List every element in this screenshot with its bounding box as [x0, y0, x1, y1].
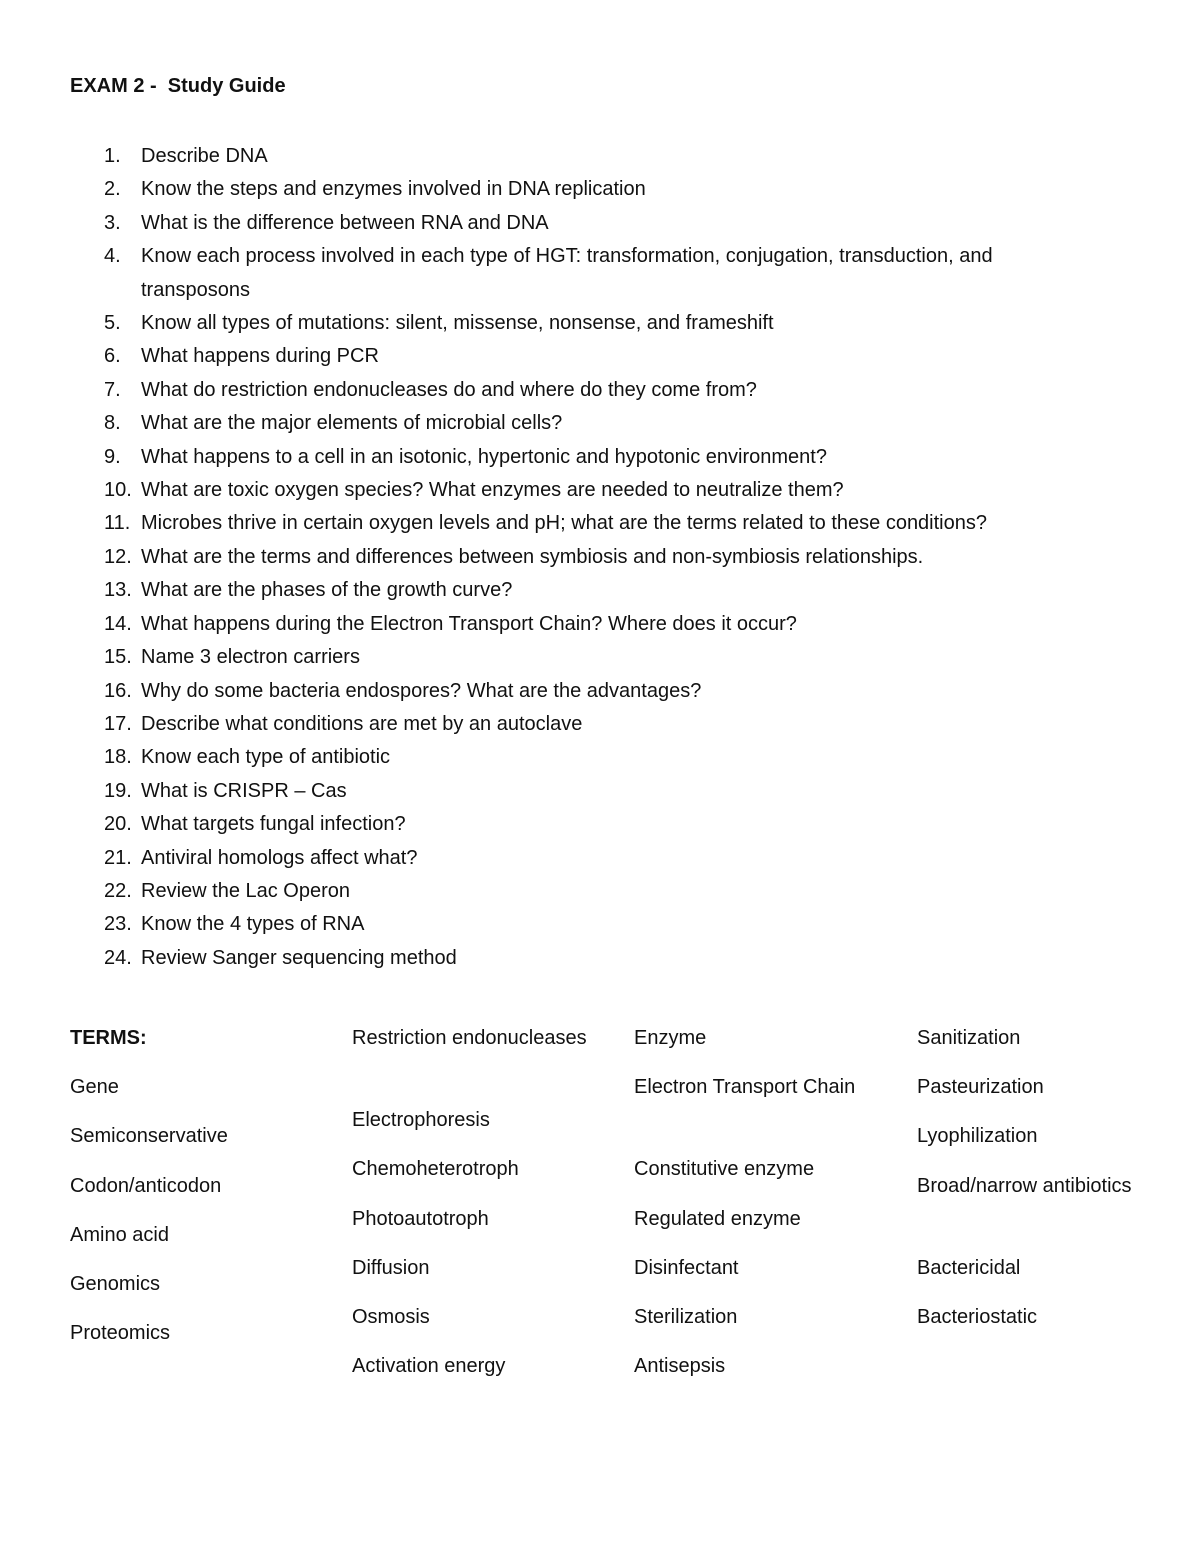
term-item: Bacteriostatic — [917, 1305, 1038, 1328]
question-number: 16. — [104, 679, 132, 702]
question-item — [0, 507, 1021, 540]
question-list — [0, 140, 1200, 975]
term-item: Enzyme — [634, 1027, 707, 1049]
term-item: Sanitization — [917, 1027, 1021, 1049]
question-item — [0, 407, 1021, 440]
term-item: Semiconservative — [70, 1125, 228, 1148]
question-number: 14. — [104, 612, 132, 635]
question-text: Know each process involved in each type of HGT: transformation, conjugation, transduction, and transposons — [141, 245, 993, 301]
question-item — [0, 173, 1021, 206]
question-item — [0, 574, 1021, 607]
question-number: 23. — [104, 913, 132, 936]
question-text: What is the difference between RNA and DNA — [141, 211, 549, 234]
question-text: Know each type of antibiotic — [141, 746, 391, 769]
question-text: Describe DNA — [141, 145, 268, 167]
term-item: Amino acid — [70, 1223, 169, 1246]
question-number: 10. — [104, 479, 132, 502]
question-number: 19. — [104, 779, 132, 802]
question-item — [0, 340, 1021, 373]
question-item — [0, 741, 1021, 774]
question-number: 20. — [104, 813, 132, 836]
question-text: What are the major elements of microbial cells? — [141, 412, 563, 435]
page-title: EXAM 2 - Study Guide — [70, 75, 286, 97]
question-item — [0, 140, 1021, 173]
question-text: Name 3 electron carriers — [141, 646, 360, 669]
term-item: Codon/anticodon — [70, 1174, 222, 1197]
question-text: What are the terms and differences between symbiosis and non-symbiosis relationships. — [141, 545, 924, 568]
question-text: What is CRISPR – Cas — [141, 779, 347, 802]
question-number: 7. — [104, 378, 121, 401]
term-item: Electrophoresis — [352, 1109, 490, 1132]
question-number: 3. — [104, 211, 121, 234]
term-item: Broad/narrow antibiotics — [917, 1174, 1132, 1197]
term-item: Bactericidal — [917, 1256, 1021, 1279]
question-number: 17. — [104, 712, 132, 735]
question-text: Why do some bacteria endospores? What are the advantages? — [141, 679, 702, 702]
term-item: Osmosis — [352, 1305, 430, 1328]
question-item — [0, 307, 1021, 340]
question-number: 24. — [104, 946, 132, 969]
question-number: 1. — [104, 145, 121, 167]
question-item — [0, 240, 1021, 307]
question-text: What are toxic oxygen species? What enzymes are needed to neutralize them? — [141, 479, 844, 502]
term-item: Lyophilization — [917, 1125, 1038, 1148]
question-item — [0, 942, 1021, 975]
terms-column-4 — [917, 1022, 1177, 1350]
question-item — [0, 441, 1021, 474]
question-text: Know all types of mutations: silent, missense, nonsense, and frameshift — [141, 312, 774, 335]
question-number: 18. — [104, 746, 132, 769]
term-item: Regulated enzyme — [634, 1207, 801, 1230]
question-item — [0, 875, 1021, 908]
question-item — [0, 541, 1021, 574]
question-number: 21. — [104, 846, 132, 869]
question-text: What targets fungal infection? — [141, 813, 406, 836]
term-item: Pasteurization — [917, 1076, 1044, 1099]
term-item: Proteomics — [70, 1322, 171, 1345]
question-number: 2. — [104, 178, 121, 201]
question-number: 4. — [104, 245, 121, 268]
term-item: Photoautotroph — [352, 1207, 489, 1230]
question-item — [0, 908, 1021, 941]
question-text: Describe what conditions are met by an autoclave — [141, 712, 583, 735]
term-item: Antisepsis — [634, 1355, 726, 1378]
question-item — [0, 842, 1021, 875]
term-item: Electron Transport Chain — [634, 1076, 856, 1099]
terms-column-3 — [634, 1022, 894, 1399]
term-item: Constitutive enzyme — [634, 1158, 815, 1181]
term-item: Chemoheterotroph — [352, 1158, 519, 1181]
question-item — [0, 374, 1021, 407]
question-text: Know the 4 types of RNA — [141, 913, 365, 936]
question-number: 9. — [104, 445, 121, 468]
question-item — [0, 641, 1021, 674]
question-item — [0, 775, 1021, 808]
question-number: 12. — [104, 545, 132, 568]
question-item — [0, 608, 1021, 641]
question-text: Review the Lac Operon — [141, 879, 351, 902]
question-text: What happens to a cell in an isotonic, hypertonic and hypotonic environment? — [141, 445, 827, 468]
term-item: Activation energy — [352, 1355, 506, 1378]
question-text: What do restriction endonucleases do and where do they come from? — [141, 378, 757, 401]
term-item: Diffusion — [352, 1256, 430, 1279]
question-text: What happens during the Electron Transport Chain? Where does it occur? — [141, 612, 797, 635]
question-number: 8. — [104, 412, 121, 435]
question-item — [0, 207, 1021, 240]
question-text: What are the phases of the growth curve? — [141, 579, 513, 602]
question-number: 11. — [104, 512, 131, 535]
question-item — [0, 675, 1021, 708]
question-text: What happens during PCR — [141, 345, 379, 368]
question-number: 13. — [104, 579, 132, 602]
terms-column-2 — [352, 1022, 612, 1399]
question-number: 6. — [104, 345, 121, 368]
question-number: 15. — [104, 646, 132, 669]
question-item — [0, 708, 1021, 741]
term-item: Sterilization — [634, 1305, 738, 1328]
question-item — [0, 474, 1021, 507]
question-text: Know the steps and enzymes involved in DNA replication — [141, 178, 646, 201]
question-item — [0, 808, 1021, 841]
question-text: Review Sanger sequencing method — [141, 946, 457, 969]
terms-column-1 — [70, 1022, 330, 1366]
question-number: 5. — [104, 312, 121, 335]
term-item: Gene — [70, 1076, 119, 1099]
question-text: Microbes thrive in certain oxygen levels and pH; what are the terms related to these conditions? — [141, 512, 987, 535]
question-text: Antiviral homologs affect what? — [141, 846, 418, 869]
question-number: 22. — [104, 879, 132, 902]
term-item: Disinfectant — [634, 1256, 739, 1279]
term-item: Genomics — [70, 1272, 161, 1295]
terms-heading: TERMS: — [70, 1027, 147, 1049]
term-item: Restriction endonucleases — [352, 1027, 587, 1049]
